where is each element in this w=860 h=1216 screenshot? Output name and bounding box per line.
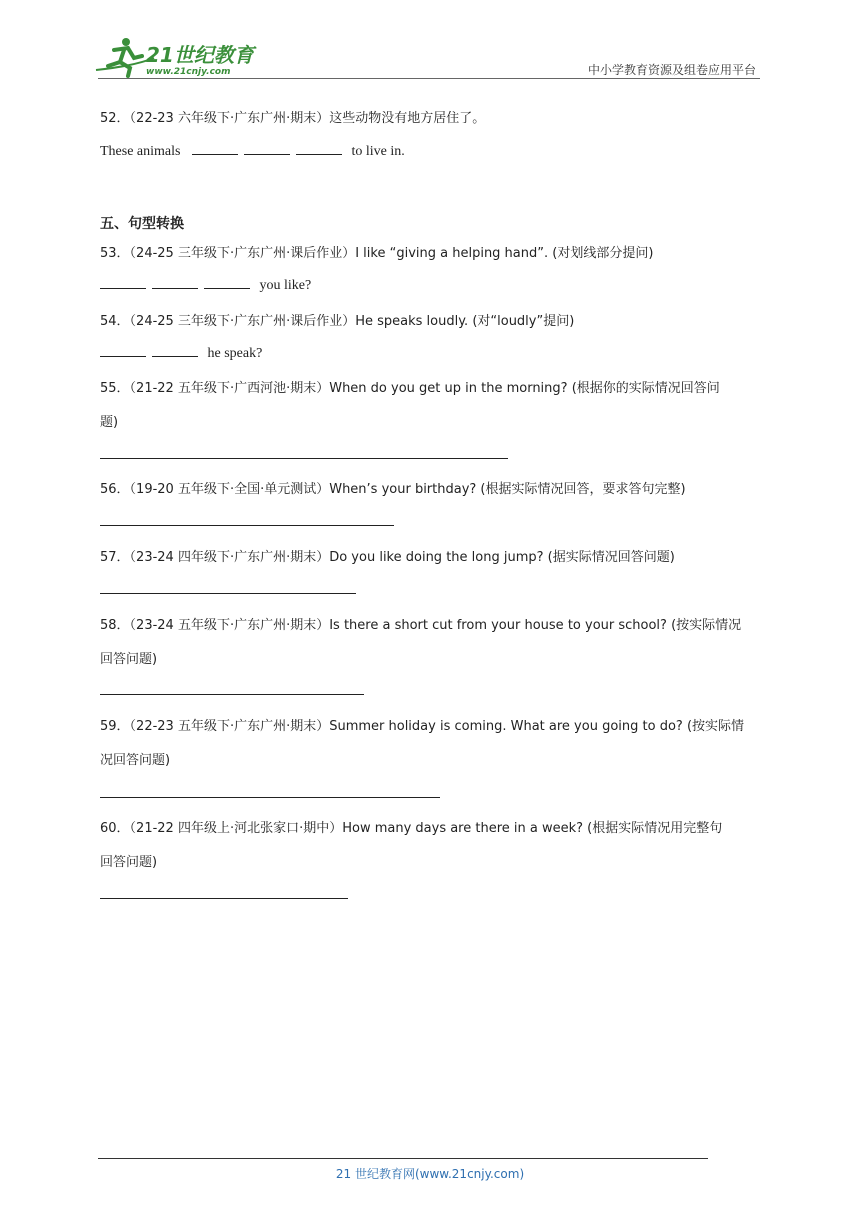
question-56-prompt: 56．（19-20 五年级下·全国·单元测试）When’s your birthday? (根据实际情况回答，要求答句完整)	[100, 482, 686, 497]
question-53-sentence	[100, 276, 311, 294]
question-60-prompt-line1: 60．（21-22 四年级上·河北张家口·期中）How many days are there in a week? (根据实际情况用完整句	[100, 821, 723, 836]
blank[interactable]	[100, 344, 146, 357]
logo-url-text: www.21cnjy.com	[146, 67, 231, 77]
footer-text: 21 世纪教育网(www.21cnjy.com)	[335, 1167, 525, 1181]
blank[interactable]	[152, 344, 198, 357]
question-58-prompt-line1: 58．（23-24 五年级下·广东广州·期末）Is there a short cut from your house to your school? (按实际情况	[100, 618, 742, 633]
question-55-prompt-line1: 55．（21-22 五年级下·广西河池·期末）When do you get up in the morning? (根据你的实际情况回答问	[100, 381, 720, 396]
sentence-end: he speak?	[207, 346, 263, 361]
blank[interactable]	[244, 142, 290, 155]
question-52-sentence	[100, 142, 405, 160]
blank[interactable]	[100, 276, 146, 289]
question-55-prompt-line2: 题)	[100, 415, 119, 430]
answer-line-58[interactable]	[100, 694, 364, 695]
question-57-prompt: 57．（23-24 四年级下·广东广州·期末）Do you like doing the long jump? (据实际情况回答问题)	[100, 550, 675, 565]
question-60-prompt-line2: 回答问题)	[100, 855, 158, 870]
sentence-end: you like?	[259, 278, 312, 293]
blank[interactable]	[204, 276, 250, 289]
sentence-end: to live in.	[351, 144, 405, 159]
question-53-prompt: 53．（24-25 三年级下·广东广州·课后作业）I like “giving a helping hand”. (对划线部分提问)	[100, 246, 654, 261]
answer-line-59[interactable]	[100, 797, 440, 798]
question-59-prompt-line1: 59．（22-23 五年级下·广东广州·期末）Summer holiday is coming. What are you going to do? (按实际情	[100, 719, 745, 734]
answer-line-57[interactable]	[100, 593, 356, 594]
question-58-prompt-line2: 回答问题)	[100, 652, 158, 667]
answer-line-55[interactable]	[100, 458, 508, 459]
logo-main-text: 21世纪教育	[146, 43, 254, 67]
blank[interactable]	[192, 142, 238, 155]
question-54-sentence	[100, 344, 262, 362]
header-divider	[98, 78, 760, 79]
header-platform-text: 中小学教育资源及组卷应用平台	[587, 63, 756, 77]
blank[interactable]	[296, 142, 342, 155]
question-54-prompt: 54．（24-25 三年级下·广东广州·课后作业）He speaks loudly. (对“loudly”提问)	[100, 314, 575, 329]
sentence-start: These animals	[100, 144, 181, 159]
question-52-prompt: 52．（22-23 六年级下·广东广州·期末）这些动物没有地方居住了。	[100, 111, 486, 126]
footer-divider	[98, 1158, 708, 1159]
answer-line-56[interactable]	[100, 525, 394, 526]
section-title: 五、句型转换	[100, 216, 184, 232]
blank[interactable]	[152, 276, 198, 289]
question-59-prompt-line2: 况回答问题)	[100, 753, 171, 768]
logo-icon	[94, 36, 264, 78]
answer-line-60[interactable]	[100, 898, 348, 899]
